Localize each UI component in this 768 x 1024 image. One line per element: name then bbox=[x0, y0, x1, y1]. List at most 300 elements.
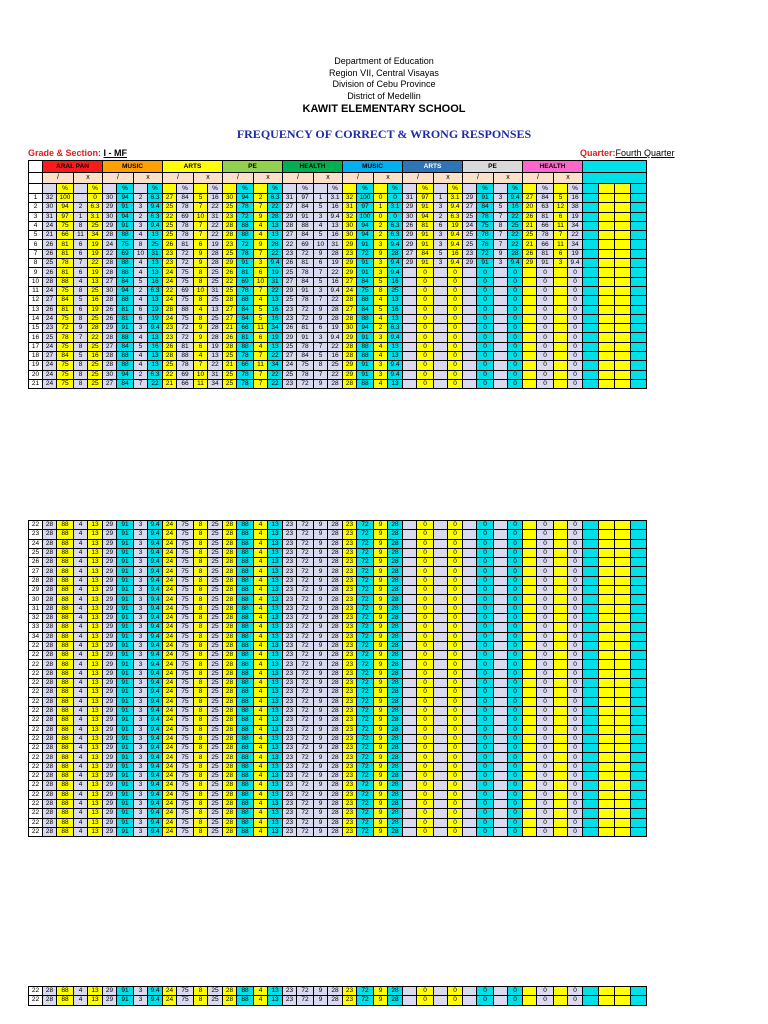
table-row bbox=[29, 604, 647, 613]
extra-cell bbox=[615, 604, 631, 613]
row-number: 22 bbox=[29, 725, 43, 734]
data-cell: 28 bbox=[43, 539, 57, 548]
data-cell bbox=[403, 623, 417, 632]
extra-cell bbox=[631, 314, 647, 323]
blank-cell bbox=[554, 184, 568, 194]
data-cell: 9.4 bbox=[508, 259, 523, 268]
data-cell: 0 bbox=[448, 521, 463, 530]
data-cell: 9.4 bbox=[328, 333, 343, 342]
data-cell: 88 bbox=[57, 567, 74, 576]
data-cell: 25 bbox=[208, 277, 223, 286]
subject-header: MUSIC bbox=[103, 161, 163, 173]
data-cell: 29 bbox=[403, 203, 417, 212]
extra-cell bbox=[631, 706, 647, 715]
data-cell: 24 bbox=[103, 240, 117, 249]
extra-cell bbox=[583, 194, 599, 203]
data-cell: 19 bbox=[88, 268, 103, 277]
extra-cell bbox=[631, 632, 647, 641]
extra-cell bbox=[583, 231, 599, 240]
data-cell: 24 bbox=[163, 586, 177, 595]
data-cell: 21 bbox=[163, 379, 177, 388]
data-cell: 28 bbox=[388, 790, 403, 799]
data-cell bbox=[463, 361, 477, 370]
data-cell: 0 bbox=[537, 604, 554, 613]
data-cell: 9.4 bbox=[148, 623, 163, 632]
data-cell: 24 bbox=[163, 277, 177, 286]
data-cell bbox=[554, 268, 568, 277]
extra-cell bbox=[615, 240, 631, 249]
data-cell: 9.4 bbox=[388, 240, 403, 249]
data-cell bbox=[494, 296, 508, 305]
data-cell: 0 bbox=[568, 716, 583, 725]
table-row bbox=[29, 716, 647, 725]
data-cell: 28 bbox=[223, 623, 237, 632]
data-cell bbox=[494, 809, 508, 818]
extra-cell bbox=[631, 539, 647, 548]
data-cell bbox=[523, 744, 537, 753]
data-cell: 0 bbox=[568, 539, 583, 548]
data-cell: 75 bbox=[477, 221, 494, 230]
data-cell: 8 bbox=[194, 679, 208, 688]
data-cell: 5 bbox=[74, 296, 88, 305]
data-cell: 13 bbox=[208, 352, 223, 361]
data-cell: 0 bbox=[477, 370, 494, 379]
data-cell: 9.4 bbox=[148, 706, 163, 715]
data-cell: 88 bbox=[237, 772, 254, 781]
data-cell: 25 bbox=[208, 623, 223, 632]
data-cell bbox=[434, 679, 448, 688]
data-cell: 9 bbox=[314, 753, 328, 762]
extra-cell bbox=[631, 361, 647, 370]
data-cell: 72 bbox=[297, 641, 314, 650]
data-cell: 10 bbox=[194, 370, 208, 379]
data-cell bbox=[523, 641, 537, 650]
data-cell: 25 bbox=[208, 734, 223, 743]
data-cell: 28 bbox=[43, 762, 57, 771]
percent-symbol: % bbox=[117, 184, 134, 194]
data-cell: 4 bbox=[254, 809, 268, 818]
data-cell: 4 bbox=[74, 996, 88, 1005]
data-cell: 16 bbox=[268, 314, 283, 323]
data-cell: 23 bbox=[343, 799, 357, 808]
data-cell bbox=[403, 706, 417, 715]
data-cell bbox=[403, 567, 417, 576]
data-cell: 16 bbox=[268, 305, 283, 314]
data-cell: 24 bbox=[163, 996, 177, 1005]
data-cell: 28 bbox=[43, 987, 57, 996]
extra-cell bbox=[599, 324, 615, 333]
data-cell: 9.4 bbox=[148, 595, 163, 604]
data-cell: 0 bbox=[417, 370, 434, 379]
data-cell: 9.4 bbox=[148, 716, 163, 725]
data-cell: 28 bbox=[388, 679, 403, 688]
data-cell: 3 bbox=[134, 781, 148, 790]
data-cell: 28 bbox=[388, 613, 403, 622]
data-cell bbox=[434, 613, 448, 622]
data-cell: 28 bbox=[43, 734, 57, 743]
data-cell: 75 bbox=[177, 790, 194, 799]
data-cell bbox=[434, 660, 448, 669]
row-number: 22 bbox=[29, 706, 43, 715]
data-cell: 25 bbox=[88, 342, 103, 351]
data-cell: 25 bbox=[283, 268, 297, 277]
data-cell bbox=[403, 305, 417, 314]
data-cell: 0 bbox=[448, 361, 463, 370]
data-cell: 4 bbox=[254, 688, 268, 697]
data-cell: 3 bbox=[134, 809, 148, 818]
data-cell: 4 bbox=[254, 996, 268, 1005]
data-cell: 19 bbox=[268, 268, 283, 277]
data-cell: 72 bbox=[357, 669, 374, 678]
data-cell: 23 bbox=[283, 314, 297, 323]
percent-symbol: % bbox=[57, 184, 74, 194]
data-cell: 2 bbox=[374, 221, 388, 230]
data-cell: 0 bbox=[448, 548, 463, 557]
data-cell: 4 bbox=[374, 342, 388, 351]
data-cell: 3 bbox=[134, 725, 148, 734]
data-cell: 28 bbox=[43, 688, 57, 697]
data-cell: 25 bbox=[208, 539, 223, 548]
row-number: 31 bbox=[29, 604, 43, 613]
data-cell: 0 bbox=[568, 762, 583, 771]
table-row bbox=[29, 725, 647, 734]
data-cell: 3 bbox=[434, 231, 448, 240]
data-cell bbox=[523, 669, 537, 678]
data-cell: 94 bbox=[357, 231, 374, 240]
data-cell: 91 bbox=[477, 194, 494, 203]
data-cell: 4 bbox=[254, 632, 268, 641]
data-cell: 29 bbox=[103, 324, 117, 333]
data-cell: 75 bbox=[177, 558, 194, 567]
data-cell: 23 bbox=[283, 576, 297, 585]
data-cell: 0 bbox=[568, 706, 583, 715]
data-cell: 16 bbox=[328, 231, 343, 240]
data-cell: 4 bbox=[74, 567, 88, 576]
data-cell: 13 bbox=[148, 268, 163, 277]
data-cell: 0 bbox=[568, 679, 583, 688]
data-cell: 0 bbox=[417, 660, 434, 669]
data-cell: 88 bbox=[57, 539, 74, 548]
data-cell: 23 bbox=[283, 586, 297, 595]
data-cell bbox=[434, 987, 448, 996]
data-cell: 97 bbox=[357, 203, 374, 212]
data-cell: 72 bbox=[357, 790, 374, 799]
data-cell: 13 bbox=[268, 231, 283, 240]
data-cell: 0 bbox=[448, 567, 463, 576]
data-cell bbox=[554, 688, 568, 697]
data-cell: 29 bbox=[283, 212, 297, 221]
data-cell: 72 bbox=[357, 809, 374, 818]
data-cell: 0 bbox=[508, 688, 523, 697]
data-cell: 0 bbox=[477, 576, 494, 585]
data-cell: 91 bbox=[117, 818, 134, 827]
data-cell: 28 bbox=[388, 716, 403, 725]
data-cell: 4 bbox=[74, 688, 88, 697]
extra-cell bbox=[599, 548, 615, 557]
data-cell: 91 bbox=[117, 987, 134, 996]
extra-cell bbox=[631, 996, 647, 1005]
data-cell: 0 bbox=[88, 194, 103, 203]
data-cell bbox=[434, 548, 448, 557]
data-cell bbox=[554, 781, 568, 790]
data-cell: 72 bbox=[297, 744, 314, 753]
data-cell: 78 bbox=[297, 296, 314, 305]
extra-cell bbox=[631, 679, 647, 688]
data-cell: 3 bbox=[134, 641, 148, 650]
data-cell: 0 bbox=[477, 623, 494, 632]
data-cell bbox=[523, 679, 537, 688]
data-cell: 8 bbox=[194, 641, 208, 650]
data-cell: 72 bbox=[297, 799, 314, 808]
data-cell: 91 bbox=[357, 361, 374, 370]
data-cell: 0 bbox=[417, 548, 434, 557]
data-cell: 29 bbox=[463, 259, 477, 268]
extra-cell bbox=[599, 753, 615, 762]
data-cell bbox=[434, 286, 448, 295]
data-cell: 0 bbox=[508, 370, 523, 379]
data-cell: 27 bbox=[343, 277, 357, 286]
data-cell: 0 bbox=[537, 286, 554, 295]
extra-cell bbox=[599, 604, 615, 613]
data-cell: 0 bbox=[568, 268, 583, 277]
extra-cell bbox=[583, 212, 599, 221]
data-cell bbox=[463, 530, 477, 539]
data-cell: 72 bbox=[297, 595, 314, 604]
data-cell: 23 bbox=[463, 249, 477, 258]
subject-header: PE bbox=[463, 161, 523, 173]
data-cell: 9.4 bbox=[568, 259, 583, 268]
blank-cell bbox=[463, 184, 477, 194]
data-cell: 9 bbox=[374, 521, 388, 530]
data-cell: 13 bbox=[328, 221, 343, 230]
data-cell bbox=[463, 688, 477, 697]
data-cell: 4 bbox=[254, 799, 268, 808]
data-cell: 3 bbox=[314, 333, 328, 342]
data-cell: 8 bbox=[374, 286, 388, 295]
data-cell: 9.4 bbox=[148, 660, 163, 669]
data-cell: 78 bbox=[297, 342, 314, 351]
data-cell: 9 bbox=[374, 530, 388, 539]
data-cell: 0 bbox=[508, 333, 523, 342]
data-cell bbox=[523, 725, 537, 734]
extra-cell bbox=[599, 987, 615, 996]
data-cell: 0 bbox=[568, 604, 583, 613]
data-cell: 4 bbox=[254, 586, 268, 595]
data-cell: 91 bbox=[117, 324, 134, 333]
data-cell: 0 bbox=[508, 521, 523, 530]
correct-symbol: / bbox=[283, 173, 314, 184]
data-cell: 88 bbox=[57, 827, 74, 836]
data-cell: 13 bbox=[148, 296, 163, 305]
row-number: 11 bbox=[29, 286, 43, 295]
data-cell: 28 bbox=[43, 772, 57, 781]
data-cell: 88 bbox=[237, 679, 254, 688]
data-cell: 81 bbox=[177, 240, 194, 249]
extra-cell bbox=[583, 370, 599, 379]
data-cell bbox=[554, 567, 568, 576]
data-cell: 88 bbox=[237, 725, 254, 734]
data-cell bbox=[403, 379, 417, 388]
data-cell: 75 bbox=[177, 314, 194, 323]
data-cell: 25 bbox=[208, 996, 223, 1005]
extra-cell bbox=[615, 679, 631, 688]
extra-cell bbox=[599, 762, 615, 771]
data-cell: 91 bbox=[117, 781, 134, 790]
data-cell: 4 bbox=[254, 604, 268, 613]
data-cell: 88 bbox=[57, 548, 74, 557]
data-cell: 25 bbox=[208, 753, 223, 762]
data-cell: 28 bbox=[223, 521, 237, 530]
data-cell: 5 bbox=[134, 277, 148, 286]
data-cell: 29 bbox=[103, 772, 117, 781]
data-cell: 27 bbox=[163, 194, 177, 203]
extra-cell bbox=[615, 660, 631, 669]
data-cell bbox=[403, 558, 417, 567]
data-cell: 24 bbox=[43, 286, 57, 295]
data-cell: 22 bbox=[88, 259, 103, 268]
data-cell: 2 bbox=[134, 194, 148, 203]
data-cell bbox=[403, 314, 417, 323]
data-cell: 0 bbox=[477, 706, 494, 715]
data-cell: 13 bbox=[268, 725, 283, 734]
data-cell: 5 bbox=[74, 352, 88, 361]
extra-cell bbox=[599, 623, 615, 632]
extra-cell bbox=[583, 333, 599, 342]
data-cell bbox=[554, 725, 568, 734]
data-cell: 72 bbox=[297, 548, 314, 557]
data-cell: 22 bbox=[208, 231, 223, 240]
data-cell: 69 bbox=[177, 286, 194, 295]
row-number: 22 bbox=[29, 521, 43, 530]
data-cell: 28 bbox=[388, 548, 403, 557]
data-cell: 23 bbox=[283, 379, 297, 388]
data-cell: 75 bbox=[57, 370, 74, 379]
extra-cell bbox=[631, 286, 647, 295]
data-cell bbox=[463, 333, 477, 342]
data-cell: 91 bbox=[117, 697, 134, 706]
extra-cell bbox=[599, 716, 615, 725]
data-cell bbox=[554, 379, 568, 388]
data-cell: 13 bbox=[88, 987, 103, 996]
data-cell bbox=[434, 604, 448, 613]
data-cell: 13 bbox=[268, 744, 283, 753]
data-cell: 0 bbox=[568, 324, 583, 333]
data-cell bbox=[494, 697, 508, 706]
extra-cell bbox=[615, 697, 631, 706]
data-cell: 0 bbox=[568, 379, 583, 388]
data-cell: 24 bbox=[163, 669, 177, 678]
data-cell: 75 bbox=[177, 762, 194, 771]
extra-cell bbox=[615, 613, 631, 622]
data-cell: 8 bbox=[194, 548, 208, 557]
data-cell: 28 bbox=[103, 333, 117, 342]
data-cell: 0 bbox=[477, 539, 494, 548]
row-number: 22 bbox=[29, 753, 43, 762]
data-cell: 25 bbox=[283, 370, 297, 379]
data-cell: 0 bbox=[568, 818, 583, 827]
data-cell: 75 bbox=[177, 753, 194, 762]
data-cell: 7 bbox=[254, 203, 268, 212]
data-cell: 9 bbox=[314, 379, 328, 388]
data-cell: 4 bbox=[254, 231, 268, 240]
data-cell: 0 bbox=[417, 530, 434, 539]
data-cell bbox=[463, 818, 477, 827]
data-cell: 81 bbox=[57, 240, 74, 249]
data-cell bbox=[403, 799, 417, 808]
data-cell: 16 bbox=[88, 296, 103, 305]
row-number: 25 bbox=[29, 548, 43, 557]
data-cell: 8 bbox=[194, 604, 208, 613]
data-cell: 27 bbox=[43, 352, 57, 361]
data-cell bbox=[523, 314, 537, 323]
data-cell bbox=[403, 576, 417, 585]
data-cell: 9 bbox=[194, 259, 208, 268]
data-cell: 78 bbox=[237, 352, 254, 361]
data-cell: 26 bbox=[43, 305, 57, 314]
data-cell: 91 bbox=[357, 259, 374, 268]
data-cell: 75 bbox=[177, 744, 194, 753]
data-cell bbox=[494, 567, 508, 576]
extra-cell bbox=[631, 651, 647, 660]
data-cell: 29 bbox=[103, 762, 117, 771]
data-cell: 9 bbox=[314, 539, 328, 548]
symbol-header-row bbox=[29, 173, 647, 184]
data-cell: 22 bbox=[328, 342, 343, 351]
data-cell: 23 bbox=[223, 212, 237, 221]
data-cell bbox=[494, 987, 508, 996]
data-cell: 91 bbox=[417, 259, 434, 268]
data-cell bbox=[463, 996, 477, 1005]
data-cell: 19 bbox=[148, 305, 163, 314]
data-cell: 26 bbox=[223, 333, 237, 342]
data-cell: 28 bbox=[328, 688, 343, 697]
row-number: 22 bbox=[29, 818, 43, 827]
data-cell: 0 bbox=[508, 734, 523, 743]
data-cell: 88 bbox=[57, 521, 74, 530]
data-cell bbox=[403, 744, 417, 753]
data-cell: 8 bbox=[74, 361, 88, 370]
data-cell: 30 bbox=[103, 194, 117, 203]
data-cell bbox=[494, 818, 508, 827]
data-cell: 25 bbox=[208, 641, 223, 650]
data-cell: 0 bbox=[417, 342, 434, 351]
data-cell: 13 bbox=[88, 809, 103, 818]
data-cell: 0 bbox=[508, 641, 523, 650]
data-cell: 9.4 bbox=[388, 268, 403, 277]
data-cell: 29 bbox=[103, 203, 117, 212]
data-cell: 72 bbox=[297, 762, 314, 771]
data-cell bbox=[463, 548, 477, 557]
data-cell: 0 bbox=[508, 725, 523, 734]
data-cell: 3 bbox=[134, 221, 148, 230]
data-cell: 28 bbox=[328, 567, 343, 576]
data-cell bbox=[494, 286, 508, 295]
data-cell bbox=[523, 762, 537, 771]
data-cell: 91 bbox=[117, 548, 134, 557]
data-cell: 72 bbox=[297, 314, 314, 323]
data-cell bbox=[403, 725, 417, 734]
data-cell: 94 bbox=[357, 324, 374, 333]
data-cell: 9.4 bbox=[148, 521, 163, 530]
data-cell: 91 bbox=[117, 799, 134, 808]
data-cell: 19 bbox=[328, 324, 343, 333]
data-cell: 0 bbox=[508, 809, 523, 818]
data-cell: 23 bbox=[343, 558, 357, 567]
data-cell: 28 bbox=[328, 716, 343, 725]
percent-symbol: % bbox=[297, 184, 314, 194]
data-cell: 8 bbox=[194, 772, 208, 781]
data-cell: 16 bbox=[148, 342, 163, 351]
